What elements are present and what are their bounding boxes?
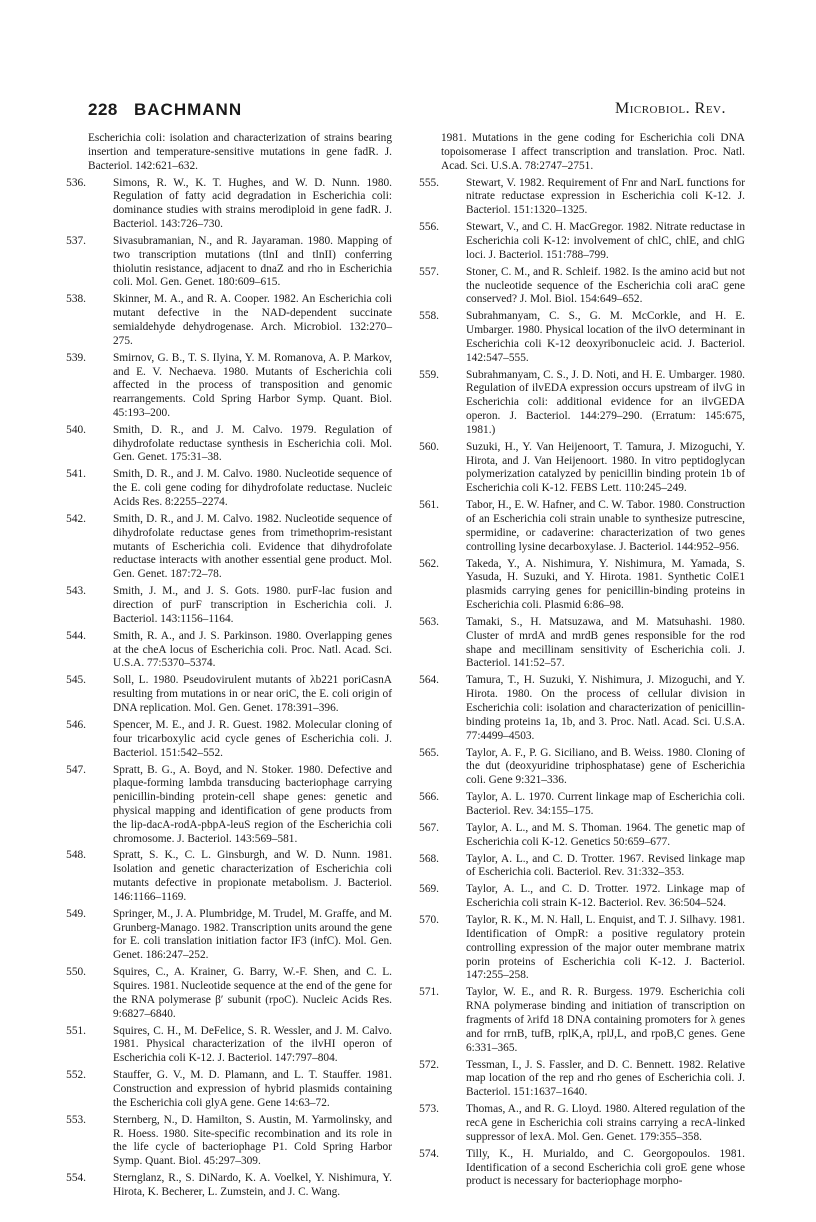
reference-number: 549.	[66, 907, 86, 920]
reference-text: Tessman, I., J. S. Fassler, and D. C. Bennett. 1982. Relative map location of the rep and rho genes of Escherichia coli. J. Bacteriol. 151:1637–1640.	[466, 1058, 745, 1099]
reference-number: 561.	[419, 499, 439, 512]
reference-text: Smith, D. R., and J. M. Calvo. 1982. Nucleotide sequence of dihydrofolate reductase genes from trimethoprim-resistant mutants of Escherichia coli. Evidence that dihydrofolate reductase interacts with another essential gene product. Mol. Gen. Genet. 187:72–78.	[113, 513, 392, 581]
reference-text: Subrahmanyam, C. S., G. M. McCorkle, and H. E. Umbarger. 1980. Physical location of the ilvO determinant in Escherichia coli K-12 deoxyribonucleic acid. J. Bacteriol. 142:547–555.	[466, 310, 745, 364]
reference-number: 563.	[419, 615, 439, 628]
reference-entry	[419, 221, 745, 262]
reference-number: 539.	[66, 351, 86, 364]
reference-entry	[419, 499, 745, 554]
reference-number: 557.	[419, 265, 439, 278]
reference-number: 546.	[66, 718, 86, 731]
reference-entry	[419, 440, 745, 496]
reference-text: Sivasubramanian, N., and R. Jayaraman. 1980. Mapping of two transcription mutations (tlnI and tlnII) conferring thiolutin resistance, adjacent to dnaZ and rho in Escherichia coli. Mol. Gen. Genet. 180:609–615.	[113, 234, 392, 289]
reference-number: 558.	[419, 310, 439, 323]
reference-entry	[441, 132, 745, 173]
reference-entry	[419, 821, 745, 850]
reference-number: 555.	[419, 176, 439, 189]
reference-entry	[66, 1172, 392, 1200]
reference-text: Taylor, R. K., M. N. Hall, L. Enquist, and T. J. Silhavy. 1981. Identification of OmpR: a positive regulatory protein controlling expression of the major outer membrane matrix porin proteins of Escherichia coli K-12. J. Bacteriol. 147:255–258.	[466, 914, 745, 982]
reference-number: 559.	[419, 368, 439, 381]
reference-entry	[419, 615, 745, 671]
reference-text: Stewart, V. 1982. Requirement of Fnr and NarL functions for nitrate reductase expression in Escherichia coli K-12. J. Bacteriol. 151:1320–1325.	[466, 176, 745, 217]
reference-entry	[66, 513, 392, 582]
reference-entry	[66, 423, 392, 465]
reference-text: Spencer, M. E., and J. R. Guest. 1982. Molecular cloning of four tricarboxylic acid cycle genes of Escherichia coli. J. Bacteriol. 151:542–552.	[113, 718, 392, 759]
reference-text: Tamura, T., H. Suzuki, Y. Nishimura, J. Mizoguchi, and Y. Hirota. 1980. On the process of cellular division in Escherichia coli: isolation and characterization of penicillin-binding proteins 1a, 1b, and 3. Proc. Natl. Acad. Sci. U.S.A. 77:4499–4503.	[466, 674, 745, 742]
reference-text: Taylor, A. L. 1970. Current linkage map of Escherichia coli. Bacteriol. Rev. 34:155–175.	[466, 791, 745, 817]
reference-number: 556.	[419, 221, 439, 234]
reference-entry	[66, 234, 392, 290]
reference-text: Thomas, A., and R. G. Lloyd. 1980. Altered regulation of the recA gene in Escherichia coli strains carrying a recA-linked suppressor of lexA. Mol. Gen. Genet. 179:355–358.	[466, 1103, 745, 1143]
reference-text: Smirnov, G. B., T. S. Ilyina, Y. M. Romanova, A. P. Markov, and E. V. Nechaeva. 1980. Mutants of Escherichia coli affected in the process of transposition and genomic rearrangements. Cold Spring Harbor Symp. Quant. Biol. 45:193–200.	[113, 351, 392, 419]
reference-number: 542.	[66, 513, 86, 526]
reference-entry	[419, 883, 745, 911]
reference-entry	[66, 629, 392, 671]
reference-number: 538.	[66, 293, 86, 306]
reference-number: 537.	[66, 234, 86, 247]
reference-text: Subrahmanyam, C. S., J. D. Noti, and H. E. Umbarger. 1980. Regulation of ilvEDA expression occurs upstream of ilvG in Escherichia coli: additional evidence for an ilvGEDA operon. J. Bacteriol. 144:279–290. (Erratum: 145:675, 1981.)	[466, 368, 745, 436]
reference-number: 566.	[419, 791, 439, 804]
reference-entry	[419, 852, 745, 881]
reference-number: 554.	[66, 1172, 86, 1185]
reference-text: Skinner, M. A., and R. A. Cooper. 1982. An Escherichia coli mutant defective in the NAD-dependent succinate semialdehyde dehydrogenase. Arch. Microbiol. 132:270–275.	[113, 293, 392, 347]
reference-text: Smith, D. R., and J. M. Calvo. 1980. Nucleotide sequence of the E. coli gene coding for dihydrofolate reductase. Nucleic Acids Res. 8:2255–2274.	[113, 468, 392, 509]
reference-entry	[419, 368, 745, 438]
reference-text: Stewart, V., and C. H. MacGregor. 1982. Nitrate reductase in Escherichia coli K-12: involvement of chlC, chlE, and chlG loci. J. Bacteriol. 151:788–799.	[466, 221, 745, 261]
reference-number: 564.	[419, 674, 439, 687]
reference-text: Spratt, B. G., A. Boyd, and N. Stoker. 1980. Defective and plaque-forming lambda transducing bacteriophage carrying penicillin-binding protein-cell shape genes: genetic and physical mapping and identification of gene products from the lip-dacA-rodA-pbpA-leuS region of the Escherichia coli chromosome. J. Bacteriol. 143:569–581.	[113, 763, 392, 845]
reference-number: 562.	[419, 557, 439, 570]
reference-number: 560.	[419, 440, 439, 453]
reference-text: Taylor, A. F., P. G. Siciliano, and B. Weiss. 1980. Cloning of the dut (deoxyuridine triphosphatase) gene of Escherichia coli. Gene 9:321–336.	[466, 746, 745, 787]
reference-entry	[66, 176, 392, 232]
reference-text: Taylor, W. E., and R. R. Burgess. 1979. Escherichia coli RNA polymerase binding and initiation of transcription on fragments of λrifd 18 DNA containing promoters for λ genes and for rrnB, tufB, rplK,A, rplJ,L, and rpoB,C genes. Gene 6:331–365.	[466, 986, 745, 1054]
reference-text: Simons, R. W., K. T. Hughes, and W. D. Nunn. 1980. Regulation of fatty acid degradation in Escherichia coli: dominance studies with strains merodiploid in gene fadR. J. Bacteriol. 143:726–730.	[113, 176, 392, 230]
reference-entry	[419, 746, 745, 788]
reference-entry	[66, 585, 392, 626]
reference-text: Escherichia coli: isolation and characterization of strains bearing insertion and temperature-sensitive mutations in gene fadR. J. Bacteriol. 142:621–632.	[88, 132, 392, 172]
reference-text: Spratt, S. K., C. L. Ginsburgh, and W. D. Nunn. 1981. Isolation and genetic characterization of Escherichia coli mutants defective in propionate metabolism. J. Bacteriol. 146:1166–1169.	[113, 849, 392, 903]
reference-text: Squires, C. H., M. DeFelice, S. R. Wessler, and J. M. Calvo. 1981. Physical characterization of the ilvHI operon of Escherichia coli K-12. J. Bacteriol. 147:797–804.	[113, 1024, 392, 1065]
page-header	[88, 100, 726, 126]
left-column	[66, 132, 392, 1203]
reference-text: Taylor, A. L., and M. S. Thoman. 1964. The genetic map of Escherichia coli K-12. Genetics 50:659–677.	[466, 821, 745, 848]
reference-text: Stauffer, G. V., M. D. Plamann, and L. T. Stauffer. 1981. Construction and expression of hybrid plasmids containing the Escherichia coli glyA gene. Gene 14:63–72.	[113, 1069, 392, 1109]
reference-number: 570.	[419, 914, 439, 927]
reference-number: 548.	[66, 849, 86, 862]
reference-number: 572.	[419, 1058, 439, 1071]
reference-text: Squires, C., A. Krainer, G. Barry, W.-F. Shen, and C. L. Squires. 1981. Nucleotide sequence at the end of the gene for the RNA polymerase β′ subunit (rpoC). Nucleic Acids Res. 9:6827–6840.	[113, 966, 392, 1020]
reference-entry	[419, 265, 745, 307]
reference-text: Smith, D. R., and J. M. Calvo. 1979. Regulation of dihydrofolate reductase synthesis in Escherichia coli. Mol. Gen. Genet. 175:31–38.	[113, 423, 392, 464]
reference-text: Sternberg, N., D. Hamilton, S. Austin, M. Yarmolinsky, and R. Hoess. 1980. Site-specific recombination and its role in the life cycle of bacteriophage P1. Cold Spring Harbor Symp. Quant. Biol. 45:297–309.	[113, 1113, 392, 1168]
reference-number: 573.	[419, 1103, 439, 1116]
reference-text: Tilly, K., H. Murialdo, and C. Georgopoulos. 1981. Identification of a second Escherichia coli groE gene whose product is necessary for bacteriophage morpho-	[466, 1147, 745, 1188]
reference-text: Springer, M., J. A. Plumbridge, M. Trudel, M. Graffe, and M. Grunberg-Manago. 1982. Transcription units around the gene for E. coli translation initiation factor IF3 (infC). Mol. Gen. Genet. 186:247–252.	[113, 907, 392, 962]
reference-number: 550.	[66, 966, 86, 979]
reference-text: Takeda, Y., A. Nishimura, Y. Nishimura, M. Yamada, S. Yasuda, H. Suzuki, and Y. Hirota. 1981. Synthetic ColE1 plasmids carrying genes for penicillin-binding proteins in Escherichia coli. Plasmid 6:86–98.	[466, 557, 745, 611]
reference-entry	[419, 1103, 745, 1144]
reference-entry	[66, 674, 392, 715]
reference-entry	[419, 986, 745, 1055]
reference-entry	[419, 914, 745, 983]
reference-entry	[419, 1058, 745, 1100]
page-number: 228	[88, 100, 118, 119]
reference-entry	[66, 763, 392, 847]
reference-text: Sternglanz, R., S. DiNardo, K. A. Voelkel, Y. Nishimura, Y. Hirota, K. Becherer, L. Zumstein, and J. C. Wang.	[113, 1172, 392, 1198]
reference-entry	[88, 132, 392, 173]
reference-entry	[66, 351, 392, 421]
reference-number: 540.	[66, 423, 86, 436]
reference-number: 545.	[66, 674, 86, 687]
reference-entry	[419, 1147, 745, 1189]
reference-text: Smith, J. M., and J. S. Gots. 1980. purF-lac fusion and direction of purF transcription in Escherichia coli. J. Bacteriol. 143:1156–1164.	[113, 585, 392, 625]
reference-entry	[66, 1024, 392, 1066]
reference-number: 565.	[419, 746, 439, 759]
reference-text: Tamaki, S., H. Matsuzawa, and M. Matsuhashi. 1980. Cluster of mrdA and mrdB genes responsible for the rod shape and mecillinam sensitivity of Escherichia coli. J. Bacteriol. 141:52–57.	[466, 615, 745, 670]
reference-number: 569.	[419, 883, 439, 896]
reference-entry	[66, 1069, 392, 1110]
reference-text: Tabor, H., E. W. Hafner, and C. W. Tabor. 1980. Construction of an Escherichia coli strain unable to synthesize putrescine, spermidine, or cadaverine: characterization of two genes controlling lysine decarboxylase. J. Bacteriol. 144:952–956.	[466, 499, 745, 553]
reference-number: 544.	[66, 629, 86, 642]
reference-entry	[66, 718, 392, 760]
reference-number: 553.	[66, 1113, 86, 1126]
reference-text: Stoner, C. M., and R. Schleif. 1982. Is the amino acid but not the nucleotide sequence of the Escherichia coli araC gene conserved? J. Mol. Biol. 154:649–652.	[466, 265, 745, 306]
reference-text: Soll, L. 1980. Pseudovirulent mutants of λb221 poriCasnA resulting from mutations in or near oriC, the E. coli origin of DNA replication. Mol. Gen. Genet. 178:391–396.	[113, 674, 392, 714]
reference-entry	[66, 966, 392, 1021]
reference-number: 567.	[419, 821, 439, 834]
reference-number: 571.	[419, 986, 439, 999]
reference-number: 551.	[66, 1024, 86, 1037]
reference-entry	[419, 791, 745, 819]
reference-entry	[66, 907, 392, 963]
reference-text: Taylor, A. L., and C. D. Trotter. 1967. Revised linkage map of Escherichia coli. Bacteriol. Rev. 31:332–353.	[466, 852, 745, 879]
reference-text: Taylor, A. L., and C. D. Trotter. 1972. Linkage map of Escherichia coli strain K-12. Bacteriol. Rev. 36:504–524.	[466, 883, 745, 910]
reference-number: 568.	[419, 852, 439, 865]
reference-entry	[66, 1113, 392, 1169]
reference-text: Suzuki, H., Y. Van Heijenoort, T. Tamura, J. Mizoguchi, Y. Hirota, and J. Van Heijenoort. 1980. In vitro peptidoglycan polymerization catalyzed by penicillin binding protein 1b of Escherichia coli K-12. FEBS Lett. 110:245–249.	[466, 440, 745, 495]
reference-number: 536.	[66, 176, 86, 189]
reference-number: 547.	[66, 763, 86, 776]
journal-title: Microbiol. Rev.	[614, 100, 726, 117]
reference-entry	[419, 674, 745, 743]
reference-entry	[419, 176, 745, 218]
reference-entry	[66, 849, 392, 904]
reference-number: 574.	[419, 1147, 439, 1160]
reference-number: 543.	[66, 585, 86, 598]
reference-text: 1981. Mutations in the gene coding for Escherichia coli DNA topoisomerase I affect transcription and translation. Proc. Natl. Acad. Sci. U.S.A. 78:2747–2751.	[441, 132, 745, 172]
right-column	[419, 132, 745, 1192]
reference-entry	[419, 557, 745, 613]
reference-entry	[66, 293, 392, 348]
reference-number: 552.	[66, 1069, 86, 1082]
reference-text: Smith, R. A., and J. S. Parkinson. 1980. Overlapping genes at the cheA locus of Escherichia coli. Proc. Natl. Acad. Sci. U.S.A. 77:5370–5374.	[113, 629, 392, 670]
reference-entry	[66, 468, 392, 509]
reference-entry	[419, 310, 745, 365]
running-title: BACHMANN	[134, 100, 243, 119]
reference-number: 541.	[66, 468, 86, 481]
